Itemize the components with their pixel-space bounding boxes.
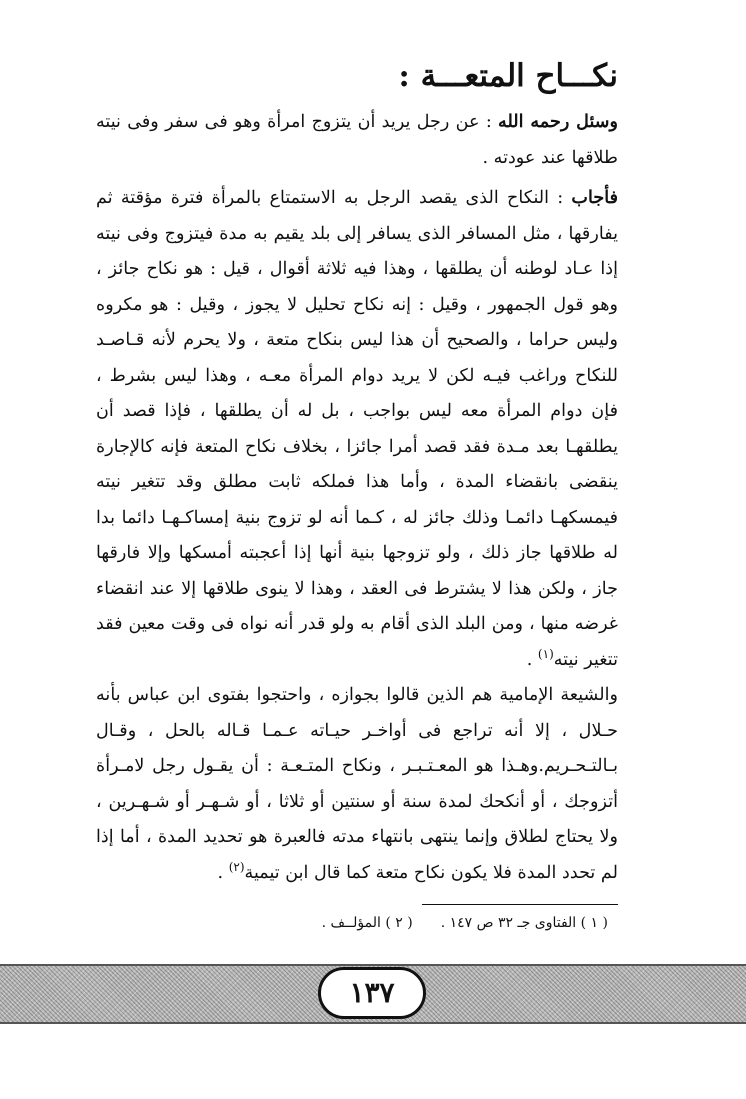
answer-paragraph bbox=[96, 180, 618, 678]
shia-tail: . bbox=[217, 862, 229, 883]
section-title: نكـــاح المتعـــة : bbox=[398, 58, 618, 94]
question-lead: وسئل رحمه الله bbox=[498, 111, 618, 132]
footnote-ref-1[interactable]: (١) bbox=[537, 646, 554, 661]
answer-text: : النكاح الذى يقصد الرجل به الاستمتاع بالمرأة فترة مؤقتة ثم يفارقها ، مثل المسافر الذى يسافر إلى بلد يقيم به مدة فيتزوج وفى نيته إذا عـاد لوطنه أن يطلقها ، وهذا فيه ثلاثة أقوال ، قيل : هو نكاح جائز ، وهو قول الجمهور ، وقيل : إنه نكاح تحليل لا يجوز ، وقيل : هو مكروه وليس حراما ، والصحيح أن هذا ليس بنكاح متعة ، ولا يحرم لأنه قـاصـد للنكاح وراغب فيـه لكن لا يريد دوام المرأة معـه ، وهذا ليس بشرط ، فإن دوام المرأة معه ليس بواجب ، بل له أن يطلقها ، فإذا قصد أن يطلقهـا بعد مـدة فقد قصد أمرا جائزا ، بخلاف نكاح المتعة فإنه كالإجارة ينقضى بانقضاء المدة ، وأما هذا فملكه ثابت مطلق وقد تتغير نيته فيمسكهـا دائمـا وذلك جائز له ، كـما أنه لو تزوج بنية إمساكـهـا دائما بدا له طلاقها جاز ذلك ، ولو تزوجها بنية أنها إذا أعجبته أمسكها وإلا فارقها جاز ، ولكن هذا لا يشترط فى العقد ، وهذا لا ينوى طلاقها إلا عند انقضاء غرضه منها ، ومن البلد الذى أقام به ولو قدر أنه نواه فى وقت معين فقد تتغير نيته bbox=[96, 188, 618, 670]
answer-lead: فأجاب bbox=[571, 187, 618, 208]
footnote-divider bbox=[422, 904, 618, 905]
question-paragraph bbox=[96, 104, 618, 176]
shia-paragraph bbox=[96, 678, 618, 891]
page-number: ١٣٧ bbox=[349, 976, 395, 1009]
footnotes bbox=[322, 908, 608, 938]
question-text: : عن رجل يريد أن يتزوج امرأة وهو فى سفر وفى نيته طلاقها عند عودته . bbox=[96, 112, 618, 168]
page-number-frame bbox=[318, 967, 426, 1019]
footnote-1: ( ١ ) الفتاوى جـ ٣٢ ص ١٤٧ . bbox=[440, 915, 608, 931]
answer-tail: . bbox=[526, 649, 538, 670]
shia-text: والشيعة الإمامية هم الذين قالوا بجوازه ، واحتجوا بفتوى ابن عباس بأنه حـلال ، إلا أنه تراجع فى أواخـر حيـاته عـمـا قـاله بالحل ، وقـال بـالتـحـريم.وهـذا هو المعـتـبـر ، ونكاح المتـعـة : أن يقـول رجل لامـرأة أتزوجك ، أو أنكحك لمدة سنة أو سنتين أو ثلاثا ، أو شـهـر أو شـهـرين ، ولا يحتاج لطلاق وإنما ينتهى بانتهاء مدته فالعبرة هو تحديد المدة ، أما إذا لم تحدد المدة فلا يكون نكاح متعة كما قال ابن تيمية bbox=[96, 685, 618, 883]
footnote-ref-2[interactable]: (٢) bbox=[228, 859, 245, 874]
footnote-2: ( ٢ ) المؤلــف . bbox=[321, 915, 413, 931]
